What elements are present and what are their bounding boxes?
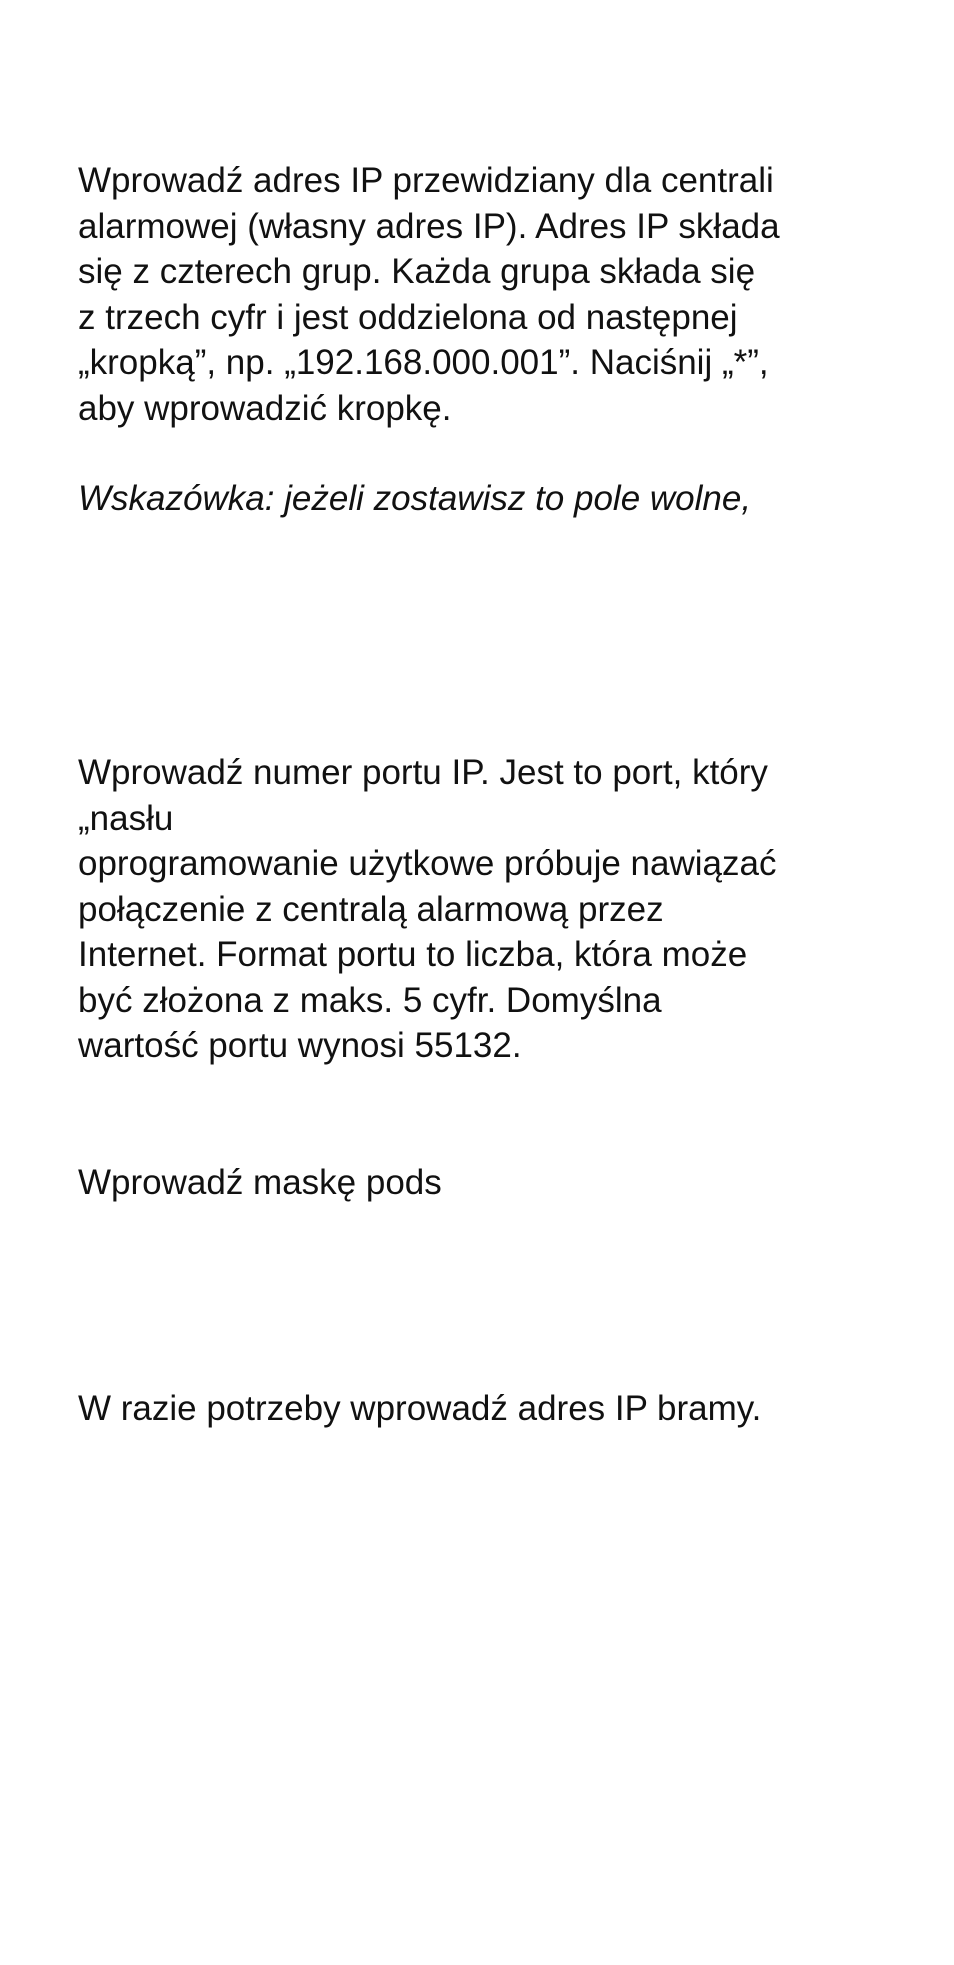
text-line: alarmowej (własny adres IP). Adres IP składa: [78, 206, 780, 246]
hint-text: Wskazówka: jeżeli zostawisz to pole wolne,: [78, 479, 752, 518]
hint-paragraph: [78, 476, 908, 522]
text-line: się z czterech grup. Każda grupa składa się: [78, 252, 756, 291]
text-line: połączenie z centralą alarmową przez: [78, 889, 664, 929]
text-line: W razie potrzeby wprowadź adres IP bramy.: [78, 1389, 762, 1428]
port-paragraph: [78, 750, 908, 1069]
text-line: Internet. Format portu to liczba, która może: [78, 935, 748, 974]
subnet-mask-paragraph: [78, 1160, 908, 1206]
text-line: wartość portu wynosi 55132.: [78, 1026, 522, 1065]
text-line: oprogramowanie użytkowe próbuje nawiązać: [78, 844, 777, 883]
text-line: Wprowadź numer portu IP. Jest to port, który: [78, 753, 768, 792]
text-line: „kropką”, np. „192.168.000.001”. Naciśnij „*”,: [78, 343, 769, 382]
text-line: być złożona z maks. 5 cyfr. Domyślna: [78, 980, 662, 1020]
text-line: aby wprowadzić kropkę.: [78, 388, 452, 428]
text-line: Wprowadź maskę pods: [78, 1163, 442, 1202]
text-line: z trzech cyfr i jest oddzielona od następnej: [78, 297, 738, 337]
text-line: Wprowadź adres IP przewidziany dla centrali: [78, 161, 774, 200]
text-line: „nasłu: [78, 798, 174, 838]
gateway-paragraph: [78, 1386, 908, 1432]
ip-address-paragraph: [78, 158, 908, 431]
